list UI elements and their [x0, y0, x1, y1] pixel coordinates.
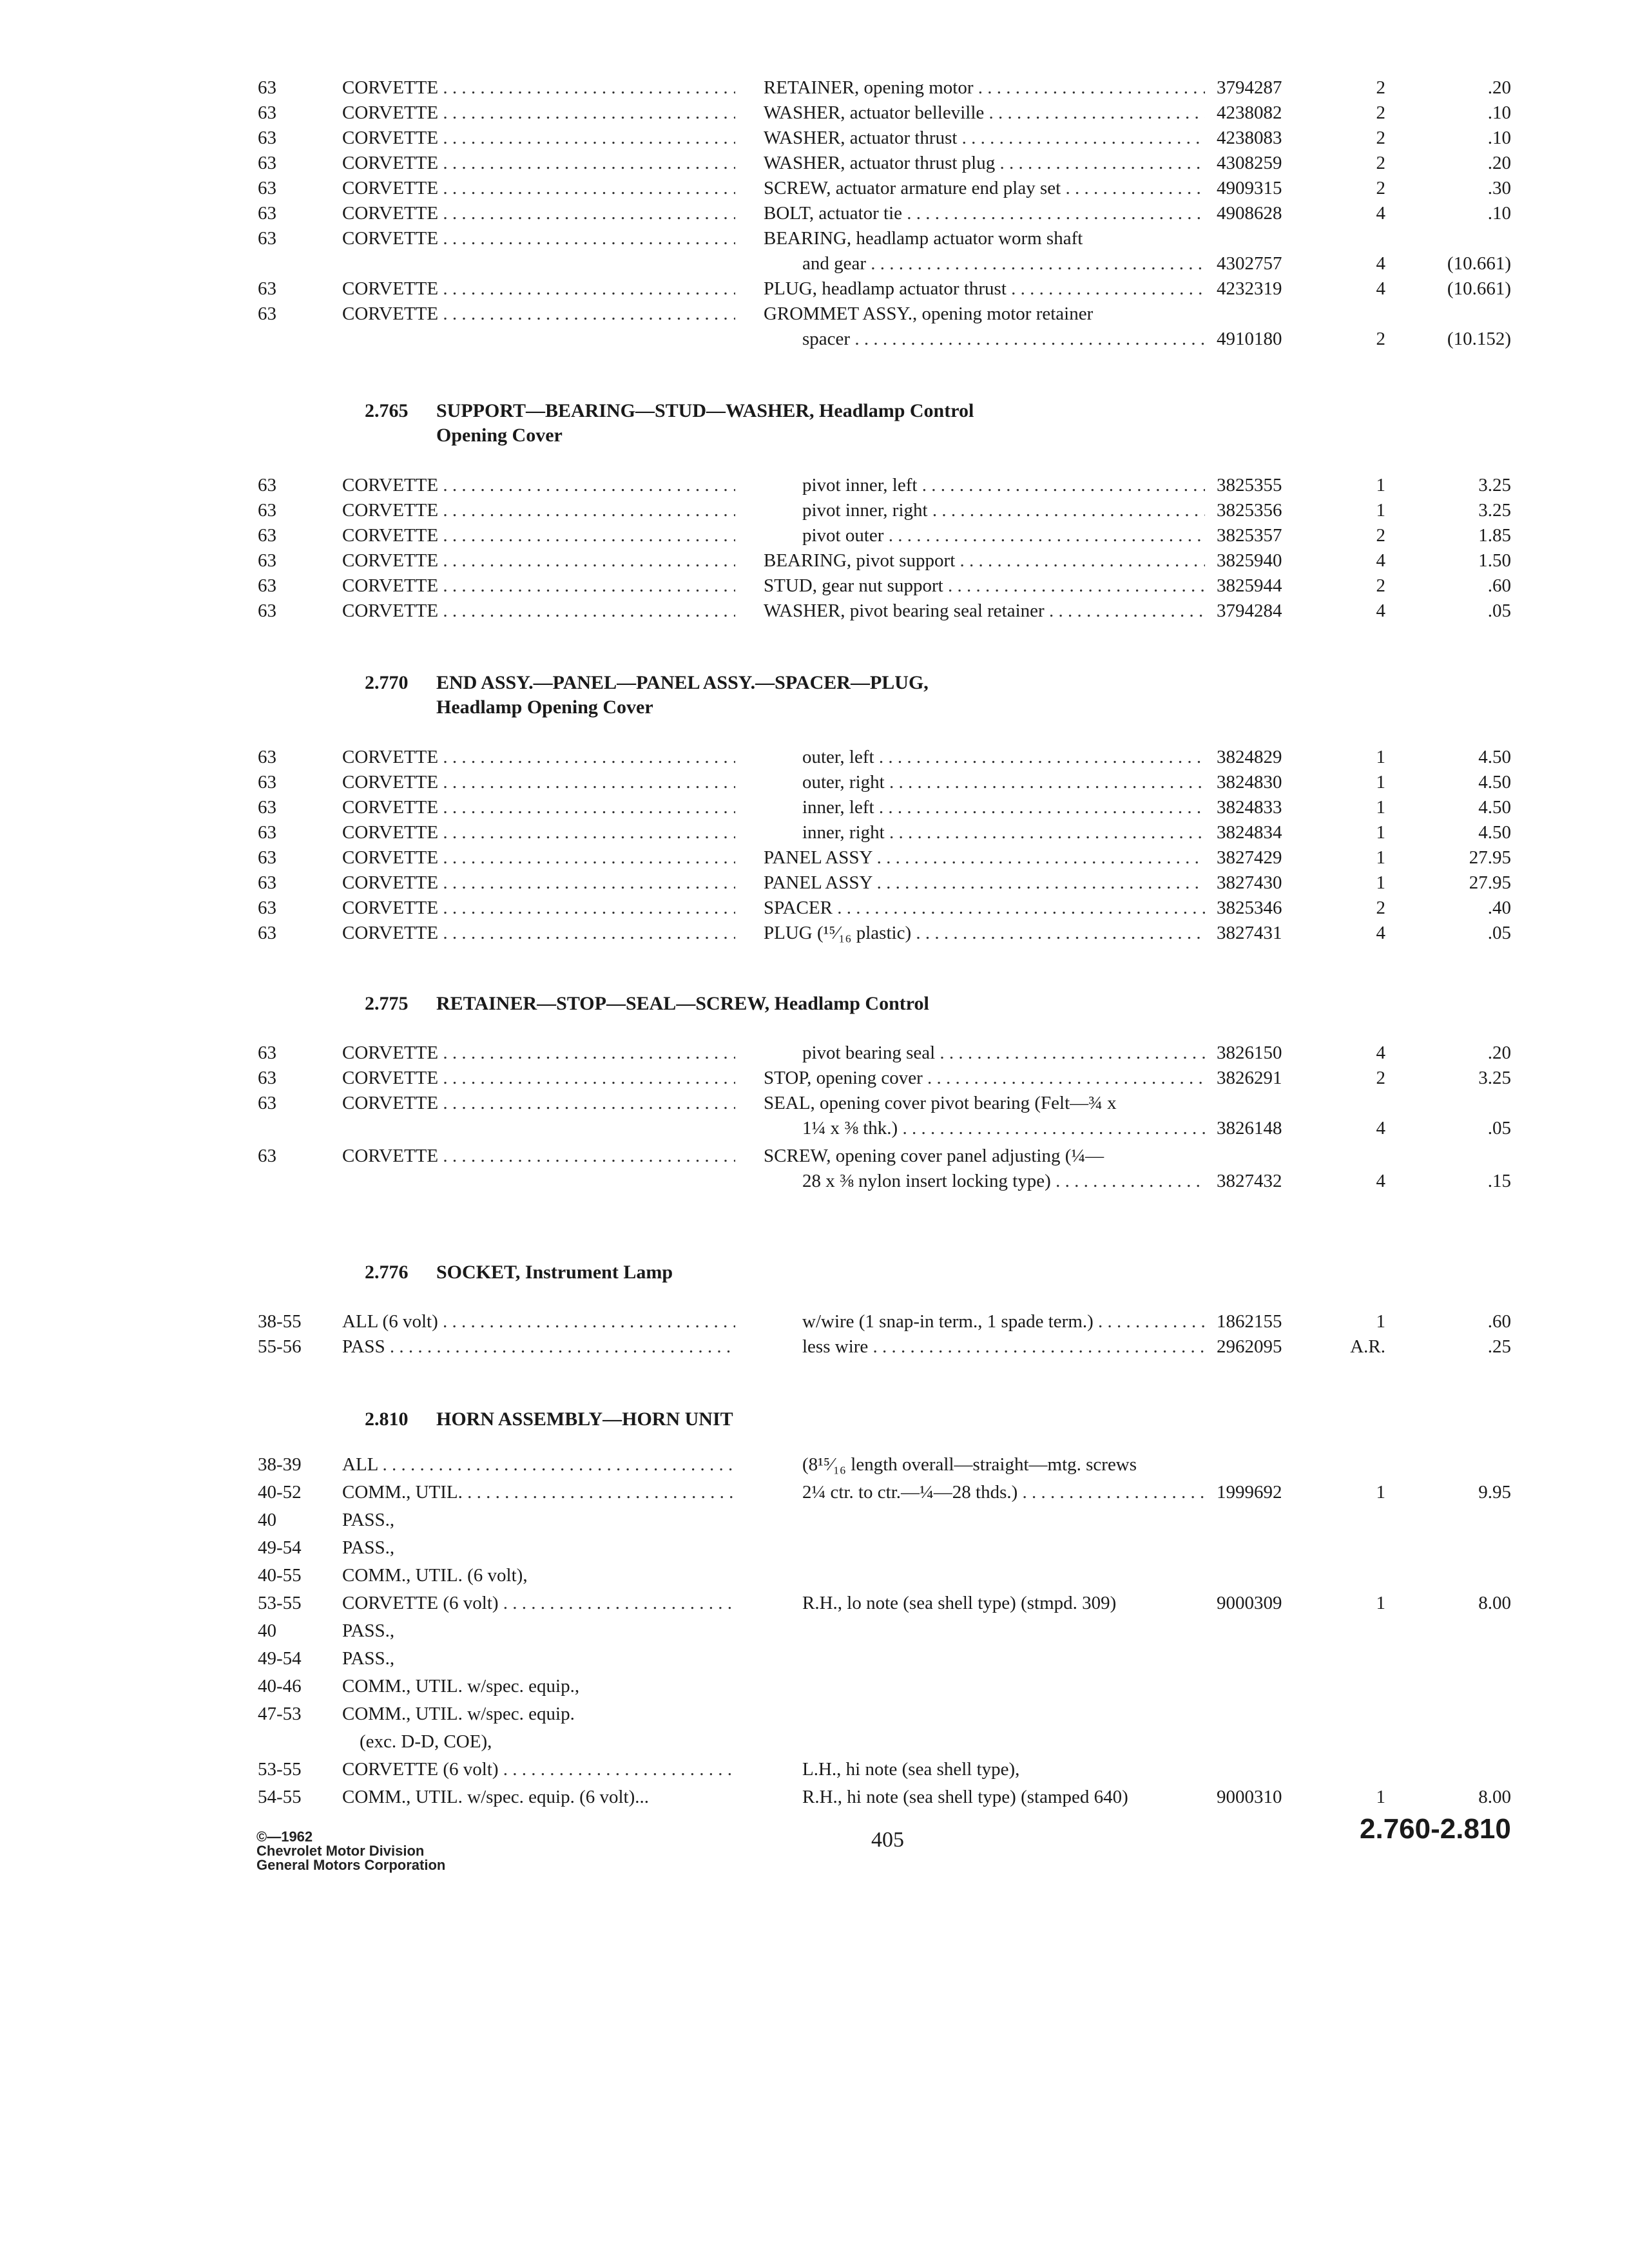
price-cell: 1.85	[1478, 525, 1511, 546]
section-heading-continued	[0, 423, 1629, 448]
part-number-cell: 3825346	[1217, 898, 1282, 918]
model-cell: CORVETTE (6 volt) . . .	[342, 1590, 735, 1616]
model-cell: PASS.,	[342, 1648, 395, 1669]
table-row	[0, 1479, 1629, 1505]
price-cell: .10	[1487, 203, 1511, 224]
description-cell: BEARING, pivot support . . .	[764, 548, 1205, 573]
part-number-cell: 4302757	[1217, 253, 1282, 274]
quantity-cell: 1	[1376, 1311, 1385, 1332]
section-number: 2.765	[365, 400, 409, 421]
section-title: HORN ASSEMBLY—HORN UNIT	[436, 1408, 733, 1430]
table-row	[0, 276, 1629, 302]
part-number-cell: 3826291	[1217, 1068, 1282, 1088]
year-cell: 63	[258, 228, 276, 249]
table-row	[0, 845, 1629, 870]
price-cell: .20	[1487, 77, 1511, 98]
model-cell: CORVETTE . . .	[342, 1040, 735, 1066]
model-cell: CORVETTE . . .	[342, 845, 735, 870]
price-cell: .15	[1487, 1171, 1511, 1191]
part-number-cell: 3825356	[1217, 500, 1282, 521]
description-cell: 2¼ ctr. to ctr.—¼—28 thds.) . . .	[802, 1479, 1205, 1505]
table-row	[0, 1115, 1629, 1141]
section-title: RETAINER—STOP—SEAL—SCREW, Headlamp Control	[436, 993, 929, 1014]
part-number-cell: 3826148	[1217, 1118, 1282, 1139]
description-cell: and gear . . .	[802, 251, 1205, 276]
table-row	[0, 794, 1629, 820]
part-number-cell: 3825944	[1217, 575, 1282, 596]
part-number-cell: 3794287	[1217, 77, 1282, 98]
section-heading	[0, 991, 1629, 1017]
price-cell: .40	[1487, 898, 1511, 918]
table-row	[0, 895, 1629, 921]
model-cell: COMM., UTIL. (6 volt),	[342, 1565, 528, 1586]
description-cell: RETAINER, opening motor . . .	[764, 75, 1205, 101]
model-cell: CORVETTE . . .	[342, 200, 735, 226]
part-number-cell: 2962095	[1217, 1336, 1282, 1357]
description-cell: pivot outer . . .	[802, 523, 1205, 548]
price-cell: 3.25	[1478, 500, 1511, 521]
part-number-cell: 3825355	[1217, 475, 1282, 495]
section-title: Opening Cover	[436, 425, 563, 446]
price-cell: 9.95	[1478, 1482, 1511, 1503]
description-cell: (8¹⁵⁄₁₆ length overall—straight—mtg. screws	[802, 1454, 1137, 1475]
model-cell: CORVETTE . . .	[342, 598, 735, 624]
price-cell: 8.00	[1478, 1787, 1511, 1807]
year-cell: 63	[258, 797, 276, 818]
year-cell: 40	[258, 1620, 276, 1641]
model-cell: CORVETTE . . .	[342, 820, 735, 845]
part-number-cell: 4238082	[1217, 102, 1282, 123]
year-cell: 63	[258, 77, 276, 98]
price-cell: 4.50	[1478, 822, 1511, 843]
section-heading	[0, 1407, 1629, 1432]
table-row	[0, 125, 1629, 151]
table-row	[0, 1535, 1629, 1561]
quantity-cell: 2	[1376, 128, 1385, 148]
price-cell: .05	[1487, 923, 1511, 943]
table-row	[0, 175, 1629, 201]
quantity-cell: 1	[1376, 772, 1385, 793]
description-cell: pivot inner, left . . .	[802, 472, 1205, 498]
quantity-cell: 2	[1376, 153, 1385, 173]
part-number-cell: 9000309	[1217, 1593, 1282, 1613]
table-row	[0, 1507, 1629, 1533]
section-number: 2.775	[365, 993, 409, 1014]
section-heading-continued	[0, 695, 1629, 720]
description-cell: WASHER, actuator belleville . . .	[764, 100, 1205, 126]
part-number-cell: 3827429	[1217, 847, 1282, 868]
copyright-text: ©—1962	[256, 1829, 313, 1845]
table-row	[0, 1756, 1629, 1782]
quantity-cell: A.R.	[1350, 1336, 1385, 1357]
quantity-cell: 4	[1376, 278, 1385, 299]
quantity-cell: 2	[1376, 525, 1385, 546]
description-cell: SPACER . . .	[764, 895, 1205, 921]
table-row	[0, 251, 1629, 276]
part-number-cell: 4909315	[1217, 178, 1282, 198]
price-cell: .60	[1487, 1311, 1511, 1332]
table-row	[0, 1309, 1629, 1334]
model-cell: CORVETTE . . .	[342, 150, 735, 176]
table-row	[0, 1090, 1629, 1116]
part-number-cell: 3825940	[1217, 550, 1282, 571]
description-cell: pivot inner, right . . .	[802, 497, 1205, 523]
year-cell: 63	[258, 550, 276, 571]
price-cell: .60	[1487, 575, 1511, 596]
page-section-range: 2.760-2.810	[1360, 1813, 1511, 1845]
table-row	[0, 1452, 1629, 1477]
quantity-cell: 4	[1376, 253, 1385, 274]
model-cell: (exc. D-D, COE),	[360, 1731, 492, 1752]
year-cell: 63	[258, 1043, 276, 1063]
year-cell: 63	[258, 153, 276, 173]
description-cell: BEARING, headlamp actuator worm shaft	[764, 228, 1083, 249]
table-row	[0, 1143, 1629, 1169]
quantity-cell: 2	[1376, 1068, 1385, 1088]
quantity-cell: 4	[1376, 1043, 1385, 1063]
description-cell: WASHER, actuator thrust . . .	[764, 125, 1205, 151]
section-title: SUPPORT—BEARING—STUD—WASHER, Headlamp Control	[436, 400, 974, 421]
part-number-cell: 4910180	[1217, 329, 1282, 349]
quantity-cell: 1	[1376, 822, 1385, 843]
table-row	[0, 497, 1629, 523]
description-cell: PANEL ASSY . . .	[764, 870, 1205, 896]
description-cell: WASHER, pivot bearing seal retainer . . .	[764, 598, 1205, 624]
year-cell: 63	[258, 1093, 276, 1113]
description-cell: R.H., hi note (sea shell type) (stamped 640)	[802, 1787, 1128, 1807]
year-cell: 63	[258, 601, 276, 621]
quantity-cell: 1	[1376, 475, 1385, 495]
table-row	[0, 1701, 1629, 1727]
price-cell: .20	[1487, 153, 1511, 173]
table-row	[0, 472, 1629, 498]
quantity-cell: 2	[1376, 575, 1385, 596]
year-cell: 38-39	[258, 1454, 302, 1475]
quantity-cell: 1	[1376, 1482, 1385, 1503]
price-cell: .05	[1487, 1118, 1511, 1139]
table-row	[0, 1646, 1629, 1671]
table-row	[0, 75, 1629, 101]
model-cell: COMM., UTIL. w/spec. equip.,	[342, 1676, 580, 1696]
table-row	[0, 1040, 1629, 1066]
year-cell: 63	[258, 847, 276, 868]
model-cell: CORVETTE . . .	[342, 1143, 735, 1169]
price-cell: 4.50	[1478, 747, 1511, 767]
description-cell: L.H., hi note (sea shell type),	[802, 1759, 1020, 1780]
table-row	[0, 1618, 1629, 1644]
table-row	[0, 573, 1629, 599]
description-cell: STOP, opening cover . . .	[764, 1065, 1205, 1091]
price-cell: 27.95	[1469, 847, 1511, 868]
model-cell: PASS.,	[342, 1620, 395, 1641]
publisher-footer	[256, 1830, 445, 1872]
description-cell: BOLT, actuator tie . . .	[764, 200, 1205, 226]
table-row	[0, 870, 1629, 896]
part-number-cell: 1862155	[1217, 1311, 1282, 1332]
year-cell: 55-56	[258, 1336, 302, 1357]
model-cell: CORVETTE . . .	[342, 1065, 735, 1091]
year-cell: 38-55	[258, 1311, 302, 1332]
part-number-cell: 3794284	[1217, 601, 1282, 621]
section-title: SOCKET, Instrument Lamp	[436, 1262, 673, 1283]
year-cell: 49-54	[258, 1537, 302, 1558]
model-cell: CORVETTE . . .	[342, 497, 735, 523]
price-cell: .25	[1487, 1336, 1511, 1357]
model-cell: COMM., UTIL. w/spec. equip. (6 volt)...	[342, 1787, 650, 1807]
year-cell: 63	[258, 475, 276, 495]
table-row	[0, 1590, 1629, 1616]
price-cell: 8.00	[1478, 1593, 1511, 1613]
corporation-text: General Motors Corporation	[256, 1857, 446, 1873]
part-number-cell: 4308259	[1217, 153, 1282, 173]
year-cell: 63	[258, 1146, 276, 1166]
year-cell: 63	[258, 525, 276, 546]
section-heading	[0, 670, 1629, 696]
quantity-cell: 4	[1376, 601, 1385, 621]
quantity-cell: 2	[1376, 898, 1385, 918]
table-row	[0, 920, 1629, 946]
year-cell: 63	[258, 278, 276, 299]
price-cell: (10.152)	[1447, 329, 1511, 349]
section-number: 2.810	[365, 1408, 409, 1430]
description-cell: inner, right . . .	[802, 820, 1205, 845]
section-heading	[0, 398, 1629, 424]
model-cell: CORVETTE . . .	[342, 523, 735, 548]
year-cell: 63	[258, 872, 276, 893]
table-row	[0, 1729, 1629, 1754]
quantity-cell: 2	[1376, 329, 1385, 349]
part-number-cell: 3827430	[1217, 872, 1282, 893]
price-cell: .05	[1487, 601, 1511, 621]
price-cell: .10	[1487, 128, 1511, 148]
model-cell: ALL . . .	[342, 1452, 735, 1477]
part-number-cell: 3824830	[1217, 772, 1282, 793]
part-number-cell: 3824833	[1217, 797, 1282, 818]
year-cell: 49-54	[258, 1648, 302, 1669]
model-cell: CORVETTE . . .	[342, 769, 735, 795]
price-cell: (10.661)	[1447, 253, 1511, 274]
description-cell: PANEL ASSY . . .	[764, 845, 1205, 870]
year-cell: 54-55	[258, 1787, 302, 1807]
price-cell: 4.50	[1478, 797, 1511, 818]
model-cell: CORVETTE . . .	[342, 276, 735, 302]
table-row	[0, 1784, 1629, 1810]
description-cell: 28 x ⅜ nylon insert locking type) . . .	[802, 1168, 1205, 1194]
model-cell: PASS.,	[342, 1510, 395, 1530]
model-cell: CORVETTE . . .	[342, 870, 735, 896]
table-row	[0, 301, 1629, 327]
year-cell: 63	[258, 575, 276, 596]
quantity-cell: 1	[1376, 500, 1385, 521]
description-cell: GROMMET ASSY., opening motor retainer	[764, 303, 1094, 324]
quantity-cell: 4	[1376, 923, 1385, 943]
model-cell: CORVETTE . . .	[342, 175, 735, 201]
model-cell: CORVETTE . . .	[342, 920, 735, 946]
page-number: 405	[871, 1828, 904, 1852]
part-number-cell: 9000310	[1217, 1787, 1282, 1807]
description-cell: WASHER, actuator thrust plug . . .	[764, 150, 1205, 176]
description-cell: R.H., lo note (sea shell type) (stmpd. 309)	[802, 1593, 1117, 1613]
year-cell: 53-55	[258, 1593, 302, 1613]
model-cell: CORVETTE (6 volt) . . .	[342, 1756, 735, 1782]
quantity-cell: 2	[1376, 178, 1385, 198]
table-row	[0, 150, 1629, 176]
part-number-cell: 3827431	[1217, 923, 1282, 943]
section-number: 2.776	[365, 1262, 409, 1283]
model-cell: CORVETTE . . .	[342, 75, 735, 101]
table-row	[0, 1562, 1629, 1588]
part-number-cell: 3826150	[1217, 1043, 1282, 1063]
quantity-cell: 1	[1376, 1593, 1385, 1613]
part-number-cell: 4238083	[1217, 128, 1282, 148]
year-cell: 63	[258, 500, 276, 521]
model-cell: CORVETTE . . .	[342, 744, 735, 770]
year-cell: 63	[258, 178, 276, 198]
division-text: Chevrolet Motor Division	[256, 1843, 425, 1859]
year-cell: 40-46	[258, 1676, 302, 1696]
price-cell: .20	[1487, 1043, 1511, 1063]
description-cell: less wire . . .	[802, 1334, 1205, 1360]
part-number-cell: 3825357	[1217, 525, 1282, 546]
description-cell: SEAL, opening cover pivot bearing (Felt—¾ x	[764, 1093, 1117, 1113]
quantity-cell: 1	[1376, 872, 1385, 893]
model-cell: CORVETTE . . .	[342, 100, 735, 126]
model-cell: COMM., UTIL. . . .	[342, 1479, 735, 1505]
price-cell: .30	[1487, 178, 1511, 198]
quantity-cell: 1	[1376, 847, 1385, 868]
table-row	[0, 523, 1629, 548]
year-cell: 63	[258, 203, 276, 224]
table-row	[0, 769, 1629, 795]
model-cell: CORVETTE . . .	[342, 301, 735, 327]
year-cell: 63	[258, 923, 276, 943]
price-cell: 27.95	[1469, 872, 1511, 893]
price-cell: (10.661)	[1447, 278, 1511, 299]
description-cell: pivot bearing seal . . .	[802, 1040, 1205, 1066]
description-cell: inner, left . . .	[802, 794, 1205, 820]
quantity-cell: 1	[1376, 747, 1385, 767]
part-number-cell: 3827432	[1217, 1171, 1282, 1191]
quantity-cell: 2	[1376, 77, 1385, 98]
quantity-cell: 2	[1376, 102, 1385, 123]
price-cell: 1.50	[1478, 550, 1511, 571]
table-row	[0, 744, 1629, 770]
model-cell: ALL (6 volt) . . .	[342, 1309, 735, 1334]
table-row	[0, 1334, 1629, 1360]
quantity-cell: 1	[1376, 1787, 1385, 1807]
model-cell: PASS . . .	[342, 1334, 735, 1360]
section-number: 2.770	[365, 672, 409, 693]
model-cell: CORVETTE . . .	[342, 794, 735, 820]
table-row	[0, 1065, 1629, 1091]
table-row	[0, 226, 1629, 251]
part-number-cell: 3824829	[1217, 747, 1282, 767]
description-cell: spacer . . .	[802, 326, 1205, 352]
model-cell: CORVETTE . . .	[342, 548, 735, 573]
description-cell: SCREW, opening cover panel adjusting (¼—	[764, 1146, 1104, 1166]
section-title: END ASSY.—PANEL—PANEL ASSY.—SPACER—PLUG,	[436, 672, 929, 693]
year-cell: 63	[258, 772, 276, 793]
year-cell: 40-52	[258, 1482, 302, 1503]
year-cell: 63	[258, 303, 276, 324]
description-cell: PLUG, headlamp actuator thrust . . .	[764, 276, 1205, 302]
model-cell: CORVETTE . . .	[342, 1090, 735, 1116]
price-cell: .10	[1487, 102, 1511, 123]
quantity-cell: 4	[1376, 1118, 1385, 1139]
table-row	[0, 1168, 1629, 1194]
description-cell: PLUG (¹⁵⁄₁₆ plastic) . . .	[764, 920, 1205, 946]
part-number-cell: 4908628	[1217, 203, 1282, 224]
price-cell: 3.25	[1478, 1068, 1511, 1088]
description-cell: 1¼ x ⅜ thk.) . . .	[802, 1115, 1205, 1141]
quantity-cell: 4	[1376, 203, 1385, 224]
year-cell: 63	[258, 128, 276, 148]
table-row	[0, 820, 1629, 845]
year-cell: 40	[258, 1510, 276, 1530]
model-cell: CORVETTE . . .	[342, 226, 735, 251]
model-cell: CORVETTE . . .	[342, 895, 735, 921]
year-cell: 40-55	[258, 1565, 302, 1586]
price-cell: 4.50	[1478, 772, 1511, 793]
part-number-cell: 3824834	[1217, 822, 1282, 843]
year-cell: 63	[258, 102, 276, 123]
model-cell: PASS.,	[342, 1537, 395, 1558]
table-row	[0, 598, 1629, 624]
part-number-cell: 1999692	[1217, 1482, 1282, 1503]
year-cell: 63	[258, 747, 276, 767]
quantity-cell: 1	[1376, 797, 1385, 818]
model-cell: CORVETTE . . .	[342, 125, 735, 151]
description-cell: STUD, gear nut support . . .	[764, 573, 1205, 599]
year-cell: 53-55	[258, 1759, 302, 1780]
model-cell: CORVETTE . . .	[342, 472, 735, 498]
year-cell: 47-53	[258, 1704, 302, 1724]
description-cell: outer, right . . .	[802, 769, 1205, 795]
quantity-cell: 4	[1376, 1171, 1385, 1191]
section-title: Headlamp Opening Cover	[436, 697, 653, 718]
table-row	[0, 326, 1629, 352]
year-cell: 63	[258, 1068, 276, 1088]
part-number-cell: 4232319	[1217, 278, 1282, 299]
quantity-cell: 4	[1376, 550, 1385, 571]
table-row	[0, 1673, 1629, 1699]
model-cell: CORVETTE . . .	[342, 573, 735, 599]
section-heading	[0, 1260, 1629, 1285]
model-cell: COMM., UTIL. w/spec. equip.	[342, 1704, 575, 1724]
description-cell: outer, left . . .	[802, 744, 1205, 770]
table-row	[0, 200, 1629, 226]
table-row	[0, 548, 1629, 573]
table-row	[0, 100, 1629, 126]
year-cell: 63	[258, 898, 276, 918]
description-cell: w/wire (1 snap-in term., 1 spade term.) . . .	[802, 1309, 1205, 1334]
year-cell: 63	[258, 822, 276, 843]
description-cell: SCREW, actuator armature end play set . . .	[764, 175, 1205, 201]
price-cell: 3.25	[1478, 475, 1511, 495]
